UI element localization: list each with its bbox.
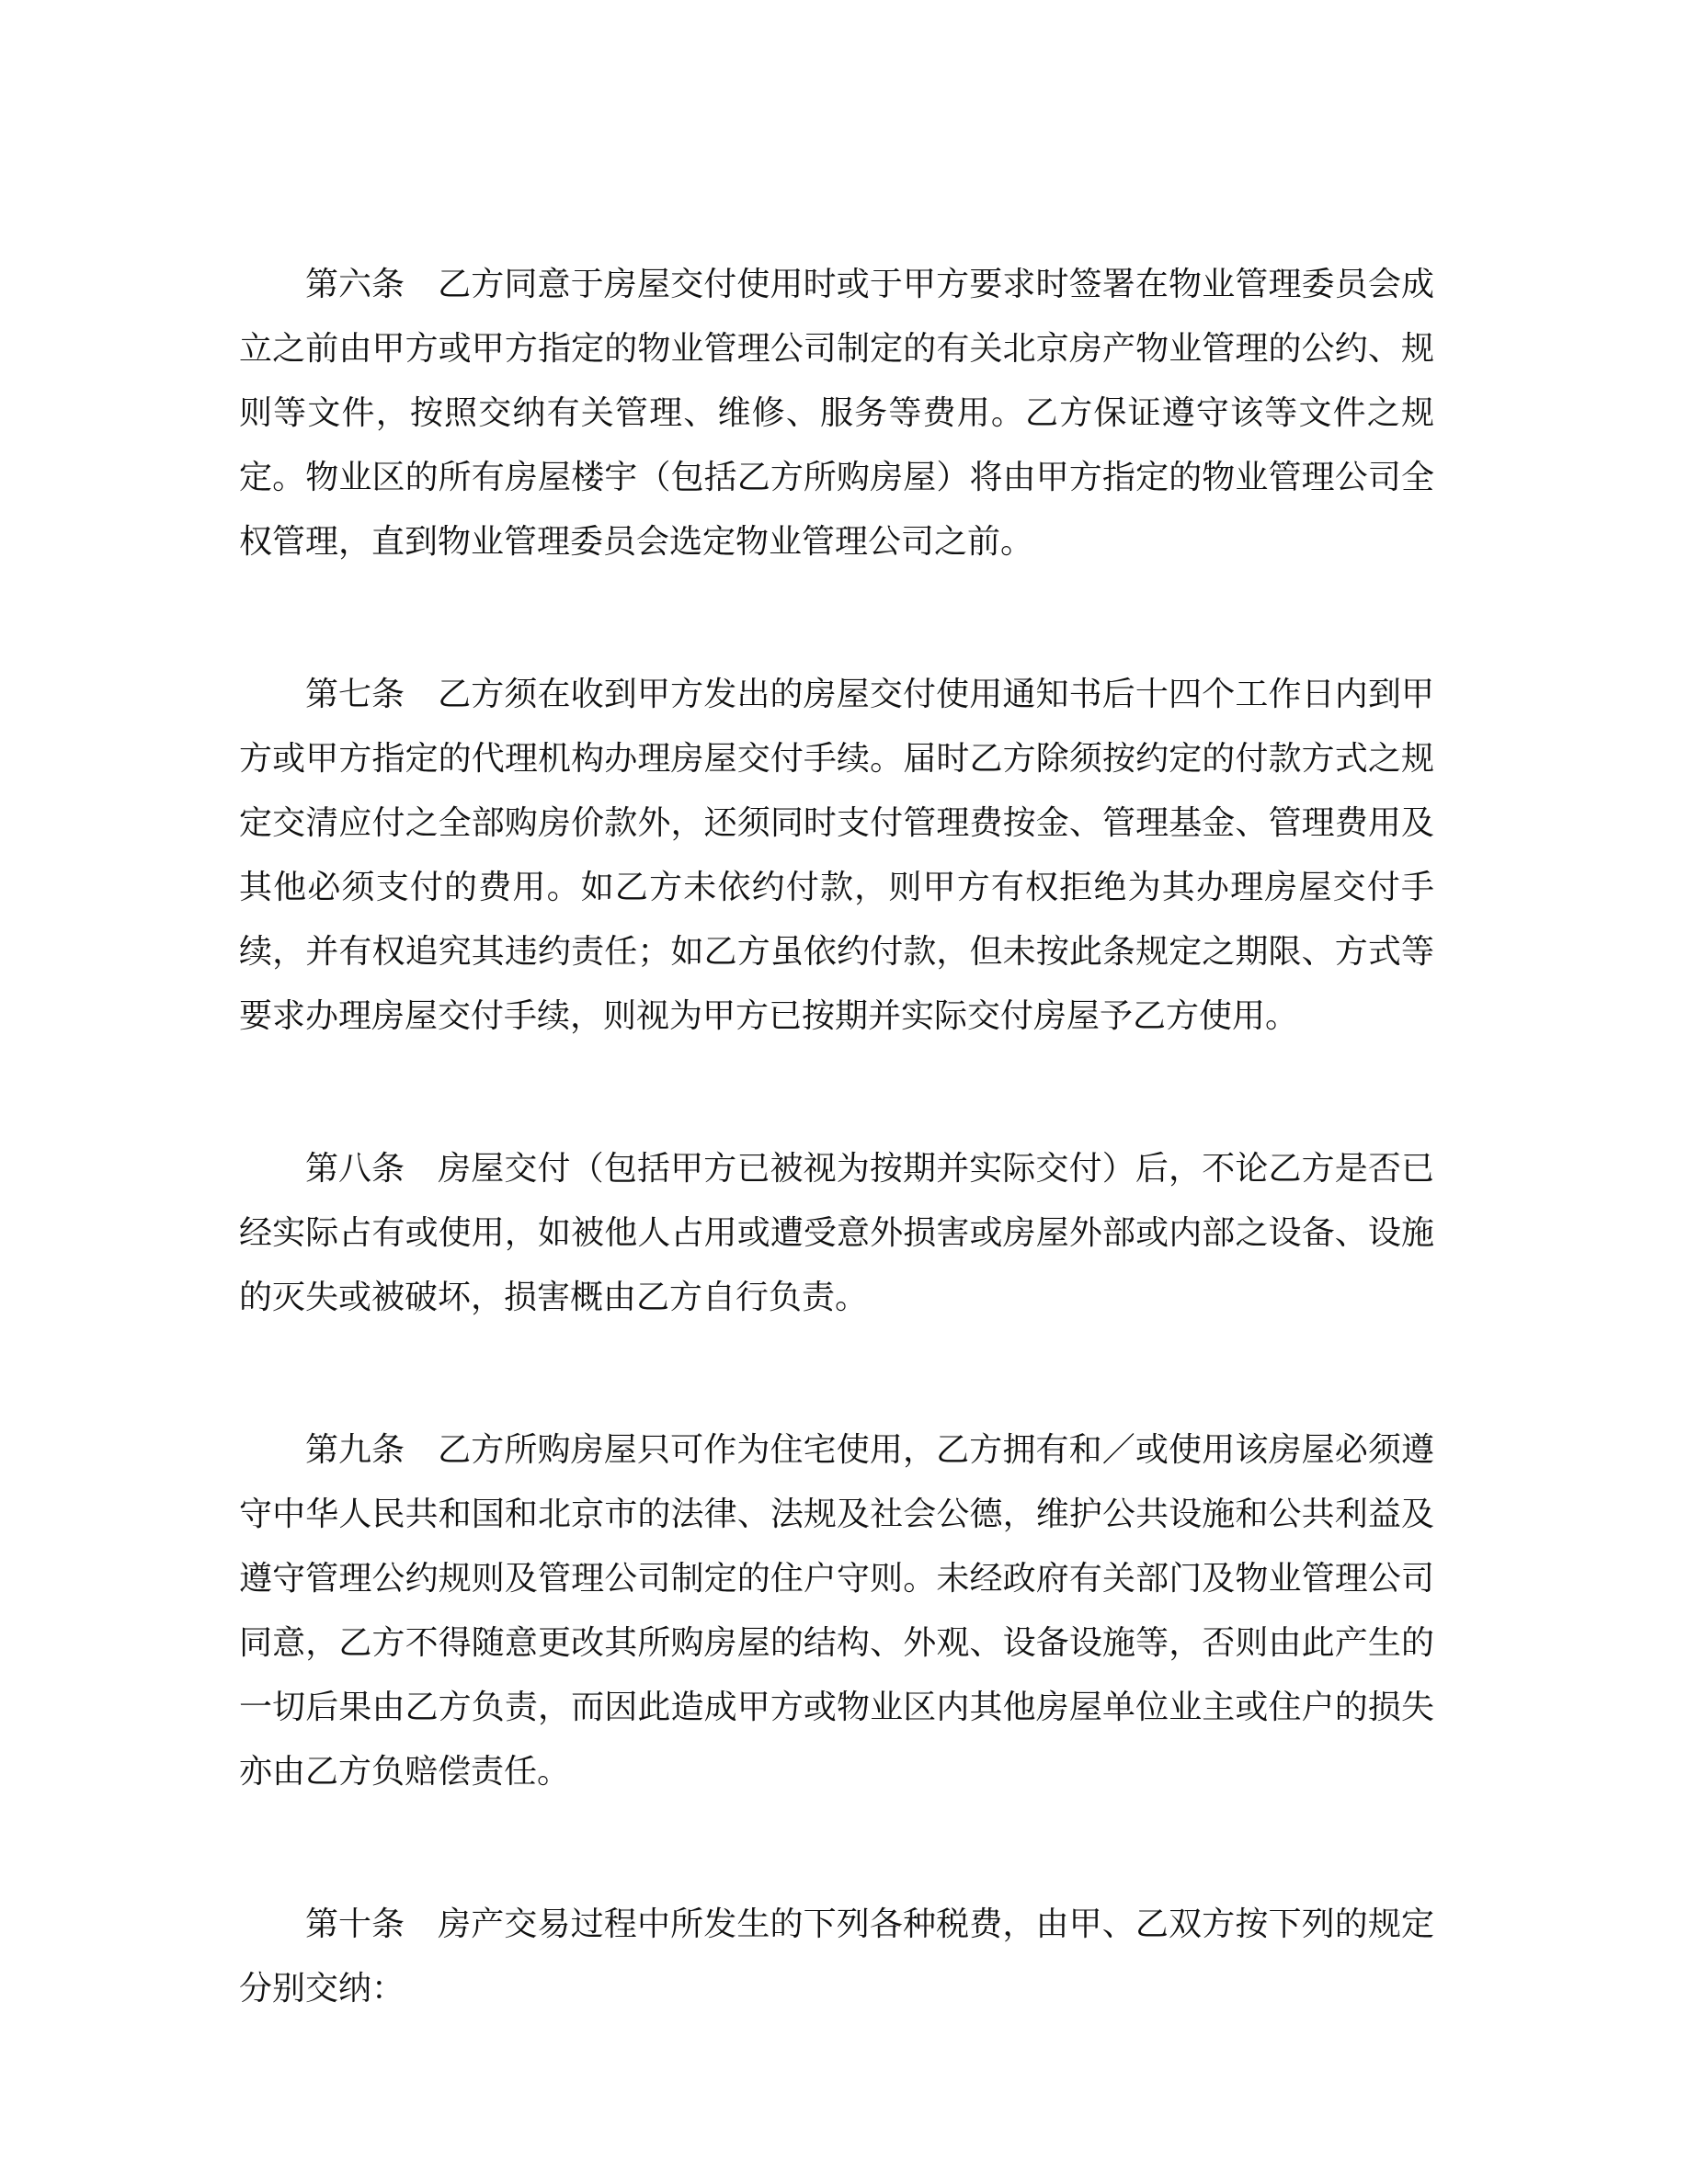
clause-text: 房产交易过程中所发生的下列各种税费，由甲、乙双方按下列的规定分别交纳： bbox=[239, 1905, 1434, 2008]
document-body bbox=[239, 253, 1434, 2110]
clause-number: 第九条 bbox=[305, 1431, 405, 1469]
clause-9 bbox=[239, 1418, 1434, 1804]
clause-10 bbox=[239, 1893, 1434, 2021]
clause-6 bbox=[239, 253, 1434, 574]
clause-text: 乙方同意于房屋交付使用时或于甲方要求时签署在物业管理委员会成立之前由甲方或甲方指定的物业管理公司制定的有关北京房产物业管理的公约、规则等文件，按照交纳有关管理、维修、服务等费用。乙方保证遵守该等文件之规定。物业区的所有房屋楼宇（包括乙方所购房屋）将由甲方指定的物业管理公司全权管理，直到物业管理委员会选定物业管理公司之前。 bbox=[239, 266, 1434, 561]
clause-7 bbox=[239, 663, 1434, 1049]
clause-text: 乙方所购房屋只可作为住宅使用，乙方拥有和／或使用该房屋必须遵守中华人民共和国和北京市的法律、法规及社会公德，维护公共设施和公共利益及遵守管理公约规则及管理公司制定的住户守则。未经政府有关部门及物业管理公司同意，乙方不得随意更改其所购房屋的结构、外观、设备设施等，否则由此产生的一切后果由乙方负责，而因此造成甲方或物业区内其他房屋单位业主或住户的损失亦由乙方负赔偿责任。 bbox=[239, 1431, 1434, 1791]
clause-text: 乙方须在收到甲方发出的房屋交付使用通知书后十四个工作日内到甲方或甲方指定的代理机构办理房屋交付手续。届时乙方除须按约定的付款方式之规定交清应付之全部购房价款外，还须同时支付管理费按金、管理基金、管理费用及其他必须支付的费用。如乙方未依约付款，则甲方有权拒绝为其办理房屋交付手续，并有权追究其违约责任；如乙方虽依约付款，但未按此条规定之期限、方式等要求办理房屋交付手续，则视为甲方已按期并实际交付房屋予乙方使用。 bbox=[239, 676, 1434, 1035]
clause-number: 第十条 bbox=[305, 1905, 405, 1943]
clause-number: 第八条 bbox=[305, 1150, 405, 1188]
clause-8 bbox=[239, 1137, 1434, 1330]
clause-text: 房屋交付（包括甲方已被视为按期并实际交付）后，不论乙方是否已经实际占有或使用，如被他人占用或遭受意外损害或房屋外部或内部之设备、设施的灭失或被破坏，损害概由乙方自行负责。 bbox=[239, 1150, 1434, 1316]
clause-number: 第六条 bbox=[305, 266, 405, 303]
clause-number: 第七条 bbox=[305, 676, 405, 713]
